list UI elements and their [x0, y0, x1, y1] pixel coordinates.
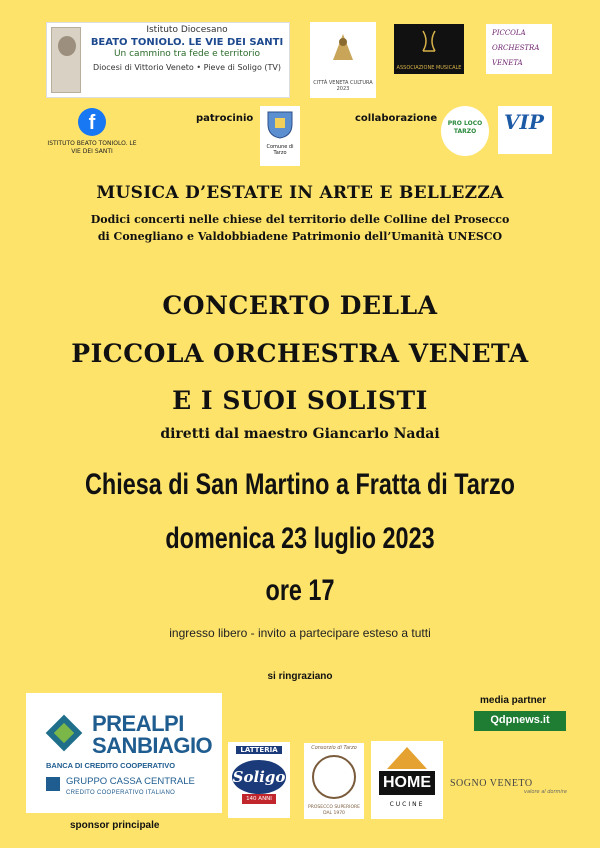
institute-line-4: Diocesi di Vittorio Veneto • Pieve di Soligo (TV)	[93, 63, 281, 72]
latteria-name: Soligo	[232, 760, 286, 794]
home-subtitle: CUCINE	[389, 801, 425, 808]
institute-line-3: Un cammino tra fede e territorio	[113, 49, 261, 59]
gcc-subtitle: CREDITO COOPERATIVO ITALIANO	[66, 790, 176, 796]
consorzio-seal-icon	[312, 755, 356, 799]
consorzio-text: PROSECCO SUPERIORE DAL 1970	[307, 805, 360, 816]
proloco-text: PRO LOCO TARZO	[447, 120, 483, 135]
event-date: domenica 23 luglio 2023	[165, 522, 435, 555]
latteria-soligo-logo	[228, 742, 290, 818]
citta-veneta-cultura-logo	[310, 22, 376, 98]
director-line: diretti dal maestro Giancarlo Nadai	[160, 426, 440, 442]
prealpi-sanbiagio-logo	[26, 693, 222, 813]
gcc-name: GRUPPO CASSA CENTRALE	[66, 776, 195, 787]
orchestra-logo-line: ORCHESTRA	[492, 44, 540, 52]
consorzio-tarzo-logo	[304, 743, 364, 819]
orchestra-logo-line: PICCOLA	[492, 29, 526, 37]
coat-of-arms-icon	[266, 108, 294, 140]
series-subtitle-line-1: Dodici concerti nelle chiese del territorio delle Colline del Prosecco	[90, 213, 510, 226]
patrocinio-label: patrocinio	[196, 113, 254, 124]
comune-label: Comune di Tarzo	[266, 144, 294, 156]
orchestra-logo-line: VENETA	[492, 59, 523, 67]
associazione-musicale-logo	[394, 24, 464, 74]
portrait-image	[51, 27, 81, 93]
series-subtitle-line-2: di Conegliano e Valdobbiadene Patrimonio dell’Umanità UNESCO	[97, 230, 503, 243]
series-subtitle	[0, 211, 600, 245]
event-time: ore 17	[265, 574, 335, 607]
sogno-name: SOGNO VENETO	[450, 778, 533, 789]
gcc-mark-icon	[46, 777, 60, 791]
qdpnews-logo: Qdpnews.it	[474, 711, 566, 731]
latteria-years: 140 ANNI	[242, 794, 276, 804]
concert-title-line-3: E I SUOI SOLISTI	[172, 386, 428, 415]
bird-icon	[328, 30, 358, 66]
facebook-icon[interactable]: f	[78, 108, 106, 136]
prealpi-name-line-1: PREALPI	[92, 711, 184, 736]
institute-line-1: Istituto Diocesano	[146, 25, 228, 35]
thanks-label: si ringraziano	[267, 671, 333, 682]
prealpi-bank-label: BANCA DI CREDITO COOPERATIVO	[46, 761, 176, 770]
pro-loco-tarzo-logo	[441, 106, 489, 156]
sogno-subtitle: valore al dormire	[524, 789, 567, 795]
sogno-veneto-logo	[450, 778, 580, 795]
comune-di-tarzo-logo	[260, 106, 300, 166]
prealpi-name-line-2: SANBIAGIO	[92, 733, 213, 758]
vip-logo	[498, 106, 552, 154]
concert-title-line-1: CONCERTO DELLA	[162, 291, 438, 320]
institute-line-2: BEATO TONIOLO. LE VIE DEI SANTI	[90, 37, 284, 48]
prealpi-mark-icon	[46, 715, 83, 752]
facebook-label: ISTITUTO BEATO TONIOLO. LE VIE DEI SANTI	[47, 140, 137, 155]
vip-text: VIP	[504, 110, 544, 134]
lyre-icon	[420, 29, 438, 53]
series-title: MUSICA D’ESTATE IN ARTE E BELLEZZA	[96, 183, 504, 203]
orchestra-logo-text	[492, 26, 539, 71]
venue: Chiesa di San Martino a Fratta di Tarzo	[85, 468, 515, 501]
prealpi-name	[92, 713, 212, 757]
home-name: HOME	[379, 771, 435, 795]
concert-title-line-2: PICCOLA ORCHESTRA VENETA	[71, 339, 529, 368]
home-cucine-logo	[371, 741, 443, 819]
consorzio-title: Consorzio di Tarzo	[311, 745, 357, 751]
institute-logo	[46, 22, 290, 98]
latteria-label: LATTERIA	[236, 746, 282, 754]
roof-icon	[387, 747, 427, 769]
media-partner-label: media partner	[480, 695, 547, 706]
assoc-logo-text: ASSOCIAZIONE MUSICALE	[396, 65, 462, 71]
institute-logo-text	[87, 25, 287, 72]
sponsor-principale-label: sponsor principale	[70, 820, 160, 831]
piccola-orchestra-veneta-logo	[486, 24, 552, 74]
entry-note: ingresso libero - invito a partecipare esteso a tutti	[169, 626, 431, 640]
citta-logo-text: CITTÀ VENETA CULTURA 2023	[313, 80, 373, 92]
collaborazione-label: collaborazione	[355, 113, 438, 124]
